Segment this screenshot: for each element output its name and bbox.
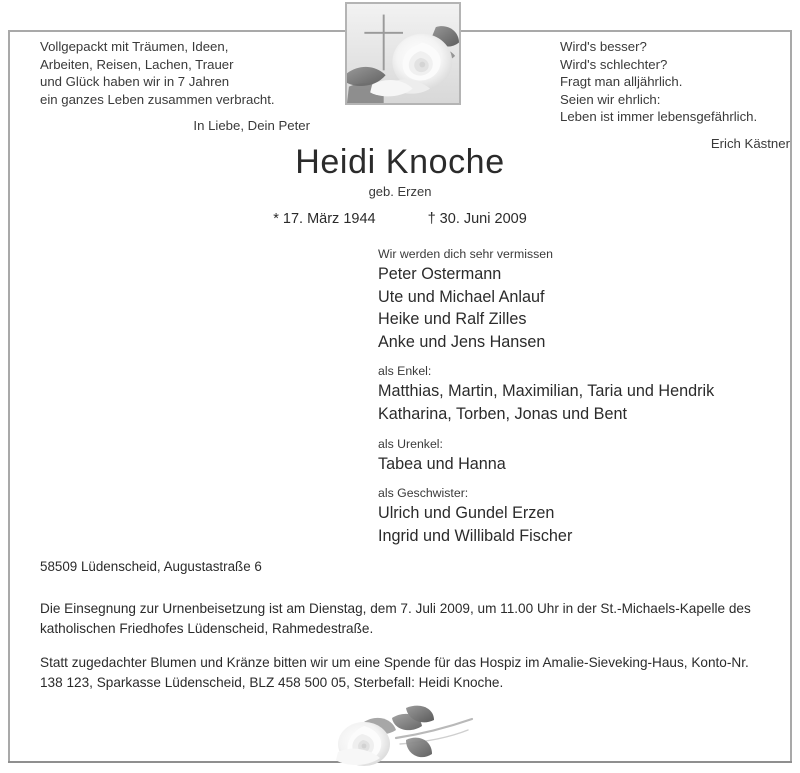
right-quote-line-1: Wird's besser? bbox=[560, 39, 647, 54]
frame-top-left-rule bbox=[8, 30, 345, 32]
right-quote-line-5: Leben ist immer lebensgefährlich. bbox=[560, 109, 758, 124]
grandchildren-names: Katharina, Torben, Jonas und Bent bbox=[378, 404, 627, 423]
left-quote-line-2: Arbeiten, Reisen, Lachen, Trauer bbox=[40, 56, 234, 72]
left-quote-signature: In Liebe, Dein Peter bbox=[193, 118, 310, 133]
mourner-name: Heike und Ralf Zilles bbox=[378, 310, 527, 329]
service-details: Die Einsegnung zur Urnenbeisetzung ist am Dienstag, dem 7. Juli 2009, um 11.00 Uhr in der St.-Michaels-Kapelle des katholischen Friedhofes Lüdenscheid, Rahmedestraße. bbox=[40, 601, 751, 636]
greatgrandchildren-label: als Urenkel: bbox=[378, 436, 443, 451]
cross-and-rose-photo bbox=[345, 2, 461, 105]
right-quote-line-2: Wird's schlechter? bbox=[560, 56, 668, 72]
right-quote-author: Erich Kästner bbox=[710, 135, 790, 151]
frame-right-rule bbox=[790, 30, 792, 763]
left-quote-line-3: und Glück haben wir in 7 Jahren bbox=[40, 74, 230, 89]
left-quote-line-4: ein ganzes Leben zusammen verbracht. bbox=[40, 91, 275, 107]
death-date: † 30. Juni 2009 bbox=[427, 211, 527, 227]
grandchildren-label: als Enkel: bbox=[378, 364, 432, 379]
sibling-names: Ingrid und Willibald Fischer bbox=[378, 526, 573, 545]
mourners-intro: Wir werden dich sehr vermissen bbox=[378, 247, 553, 261]
bottom-rose-graphic bbox=[322, 700, 482, 768]
sibling-names: Ulrich und Gundel Erzen bbox=[378, 504, 555, 523]
frame-left-rule bbox=[8, 30, 10, 763]
cross-and-rose-icon bbox=[347, 4, 459, 103]
right-quote-line-4: Seien wir ehrlich: bbox=[560, 91, 661, 107]
address-line: 58509 Lüdenscheid, Augustastraße 6 bbox=[40, 559, 262, 574]
life-dates bbox=[0, 210, 800, 229]
mourner-name: Ute und Michael Anlauf bbox=[378, 287, 545, 306]
greatgrandchildren-names: Tabea und Hanna bbox=[378, 454, 506, 473]
left-quote-line-1: Vollgepackt mit Träumen, Ideen, bbox=[40, 39, 229, 54]
right-quote-line-3: Fragt man alljährlich. bbox=[560, 74, 683, 89]
donation-request: Statt zugedachter Blumen und Kränze bitten wir um eine Spende für das Hospiz im Amalie-Sieveking-Haus, Konto-Nr. 138 123, Sparkasse Lüdenscheid, BLZ 458 500 05, Sterbefall: Heidi Knoche. bbox=[40, 655, 749, 690]
grandchildren-names: Matthias, Martin, Maximilian, Taria und Hendrik bbox=[378, 382, 715, 401]
deceased-maiden-name: geb. Erzen bbox=[368, 184, 432, 199]
frame-top-right-rule bbox=[461, 30, 792, 32]
white-rose-icon bbox=[322, 700, 482, 768]
right-quote-block bbox=[560, 38, 790, 152]
deceased-name: Heidi Knoche bbox=[295, 143, 505, 181]
siblings-label: als Geschwister: bbox=[378, 486, 469, 501]
mourner-name: Peter Ostermann bbox=[378, 265, 502, 283]
birth-date: * 17. März 1944 bbox=[273, 211, 376, 227]
mourner-name: Anke und Jens Hansen bbox=[378, 332, 546, 351]
left-quote-block bbox=[40, 38, 310, 135]
deceased-name-block bbox=[0, 143, 800, 229]
mourners-block bbox=[378, 246, 778, 547]
